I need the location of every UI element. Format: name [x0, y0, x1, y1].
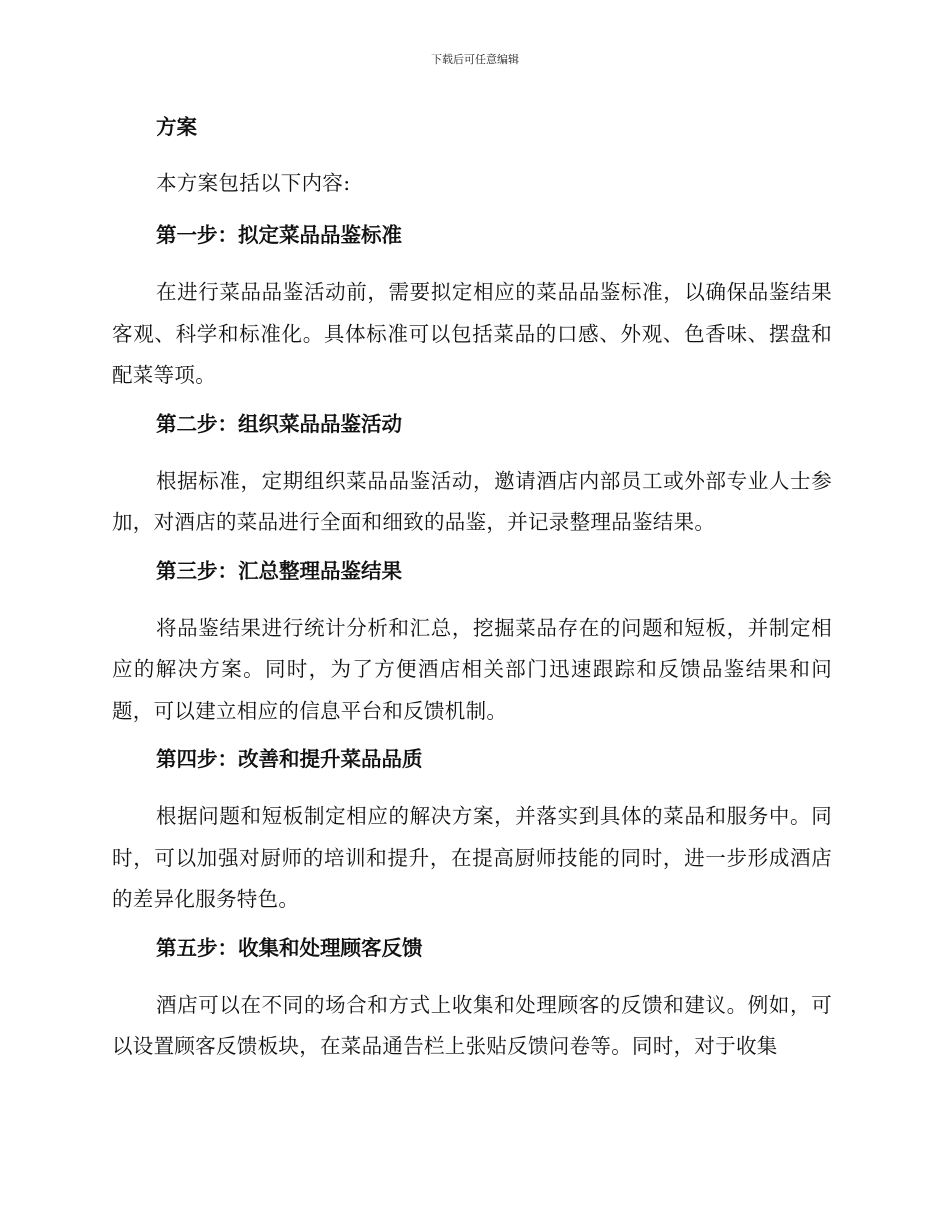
page-header: 下载后可任意编辑 — [431, 53, 519, 66]
step-5-heading: 第五步：收集和处理顾客反馈 — [156, 935, 423, 960]
step-3-heading: 第三步：汇总整理品鉴结果 — [156, 558, 402, 583]
step-4-heading: 第四步：改善和提升菜品品质 — [156, 747, 423, 771]
step-1-paragraph: 在进行菜品品鉴活动前，需要拟定相应的菜品品鉴标准，以确保品鉴结果客观、科学和标准化。具体标准可以包括菜品的口感、外观、色香味、摆盘和配菜等项。 — [112, 280, 832, 387]
document-title: 方案 — [156, 115, 197, 139]
document-body — [112, 108, 832, 1076]
step-4-paragraph: 根据问题和短板制定相应的解决方案，并落实到具体的菜品和服务中。同时，可以加强对厨师的培训和提升，在提高厨师技能的同时，进一步形成酒店的差异化服务特色。 — [112, 804, 832, 911]
step-3-paragraph: 将品鉴结果进行统计分析和汇总，挖掘菜品存在的问题和短板，并制定相应的解决方案。同时，为了方便酒店相关部门迅速跟踪和反馈品鉴结果和问题，可以建立相应的信息平台和反馈机制。 — [112, 615, 832, 723]
step-5-paragraph: 酒店可以在不同的场合和方式上收集和处理顾客的反馈和建议。例如，可以设置顾客反馈板块，在菜品通告栏上张贴反馈问卷等。同时，对于收集 — [112, 992, 832, 1058]
step-1-heading: 第一步：拟定菜品品鉴标准 — [156, 223, 402, 247]
step-2-paragraph: 根据标准，定期组织菜品品鉴活动，邀请酒店内部员工或外部专业人士参加，对酒店的菜品进行全面和细致的品鉴，并记录整理品鉴结果。 — [112, 468, 832, 534]
intro-paragraph: 本方案包括以下内容: — [156, 171, 351, 195]
step-2-heading: 第二步：组织菜品品鉴活动 — [156, 411, 402, 436]
